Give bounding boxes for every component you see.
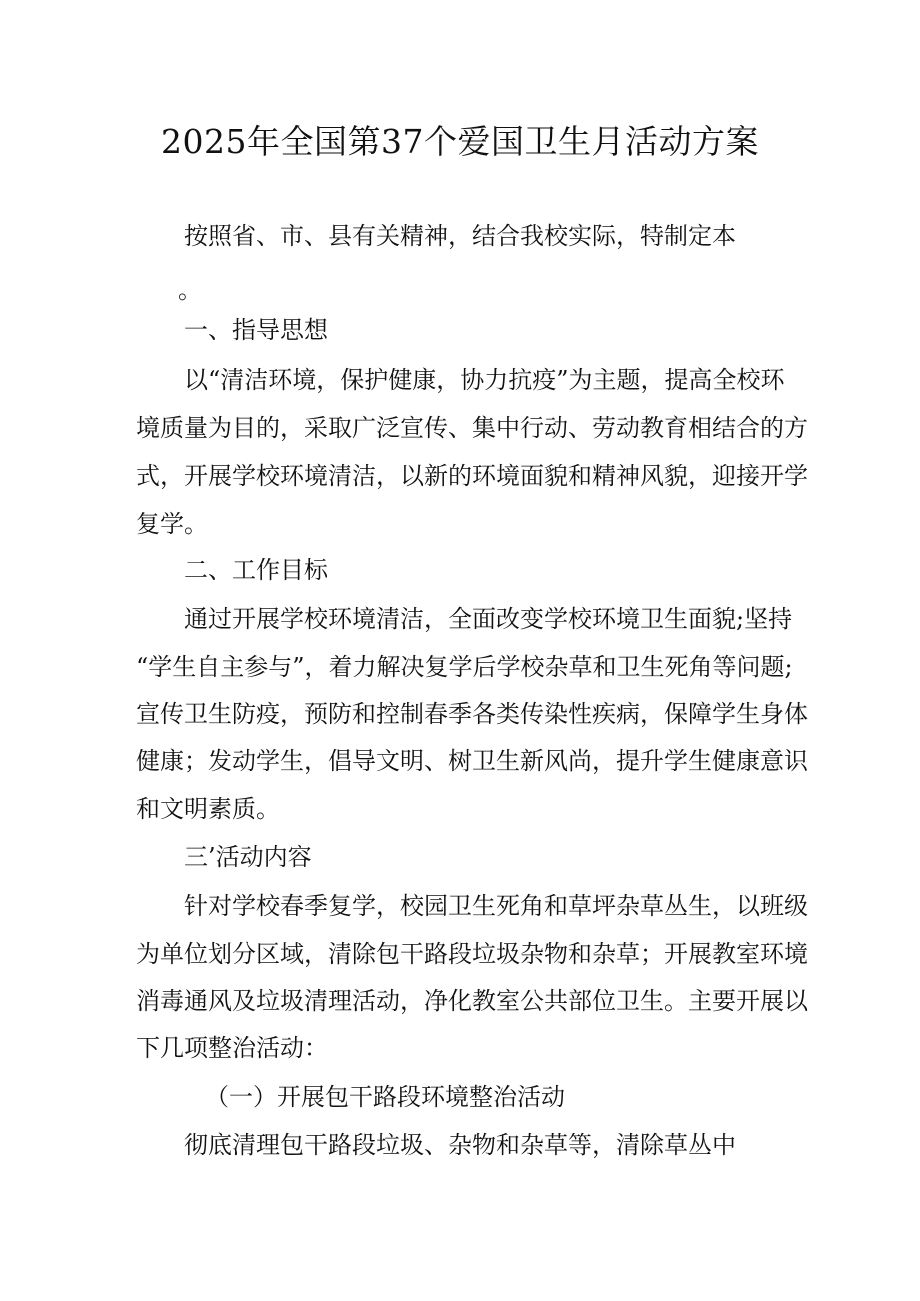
section-heading: 一、指导思想	[184, 316, 328, 344]
paragraph-line: 为单位划分区域，清除包干路段垃圾杂物和杂草；开展教室环境	[136, 940, 808, 968]
document-title: 2025年全国第37个爱国卫生月活动方案	[161, 122, 759, 161]
section-heading: 三’活动内容	[184, 843, 312, 871]
paragraph-line: “学生自主参与”，着力解决复学后学校杂草和卫生死角等问题;	[136, 653, 793, 681]
paragraph-line: 按照省、市、县有关精神，结合我校实际，特制定本	[184, 222, 736, 250]
subsection-heading: （一）开展包干路段环境整治活动	[205, 1083, 565, 1111]
paragraph-line: 针对学校春季复学，校园卫生死角和草坪杂草丛生，以班级	[184, 892, 808, 920]
section-heading: 二、工作目标	[184, 556, 328, 584]
paragraph-line: 以“清洁环境，保护健康，协力抗疫”为主题，提高全校环	[184, 366, 785, 394]
paragraph-line: 健康；发动学生，倡导文明、树卫生新风尚，提升学生健康意识	[136, 747, 808, 775]
paragraph-line: 下几项整治活动：	[136, 1034, 328, 1062]
paragraph-line: 彻底清理包干路段垃圾、杂物和杂草等，清除草丛中	[184, 1131, 736, 1159]
paragraph-line: 式，开展学校环境清洁，以新的环境面貌和精神风貌，迎接开学	[136, 462, 808, 490]
paragraph-line: 和文明素质。	[136, 795, 280, 823]
paragraph-line: 。	[178, 276, 202, 304]
paragraph-line: 宣传卫生防疫，预防和控制春季各类传染性疾病，保障学生身体	[136, 700, 808, 728]
paragraph-line: 消毒通风及垃圾清理活动，净化教室公共部位卫生。主要开展以	[136, 987, 808, 1015]
paragraph-line: 通过开展学校环境清洁，全面改变学校环境卫生面貌;坚持	[184, 605, 793, 633]
paragraph-line: 境质量为目的，采取广泛宣传、集中行动、劳动教育相结合的方	[136, 414, 808, 442]
paragraph-line: 复学。	[136, 510, 208, 538]
